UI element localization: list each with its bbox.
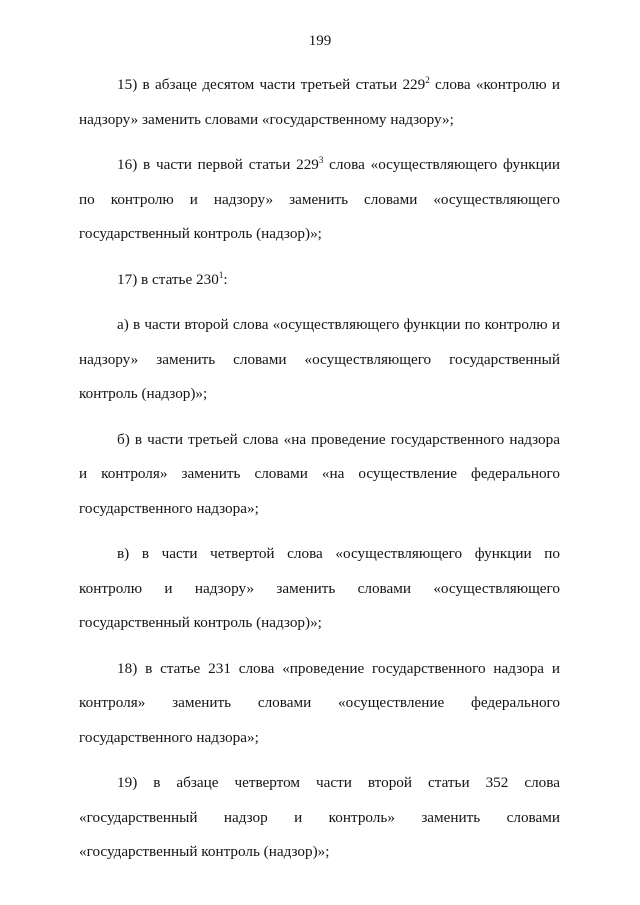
paragraph-text: 15) в абзаце десятом части третьей статьи 229	[117, 76, 426, 93]
paragraph-text: в) в части четвертой слова «осуществляющего функции по контролю и надзору» заменить словами «осуществляющего государственный контроль (надзор)»;	[79, 545, 560, 631]
paragraph-subitem-a	[79, 308, 560, 412]
paragraph-item-19	[79, 766, 560, 870]
paragraph-text: :	[223, 270, 228, 288]
document-body	[79, 68, 560, 881]
paragraph-text: 17) в статье 230	[117, 270, 219, 288]
paragraph-item-17	[79, 263, 560, 298]
paragraph-item-15	[79, 68, 560, 137]
paragraph-text: б) в части третьей слова «на проведение государственного надзора и контроля» заменить словами «на осуществление федерального государственного надзора»;	[79, 430, 560, 517]
superscript: 1	[218, 269, 224, 280]
paragraph-text: слова «осуществляющего функции по контролю и надзору» заменить словами «осуществляющего государственный контроль (надзор)»;	[79, 156, 560, 242]
paragraph-text: 16) в части первой статьи 229	[117, 156, 319, 173]
paragraph-subitem-v	[79, 537, 560, 641]
superscript: 2	[425, 74, 430, 85]
paragraph-item-18	[79, 652, 560, 756]
page-number: 199	[308, 33, 332, 49]
paragraph-text: а) в части второй слова «осуществляющего функции по контролю и надзору» заменить словами «осуществляющего государственный контроль (надзор)»;	[79, 316, 560, 402]
paragraph-text: 18) в статье 231 слова «проведение государственного надзора и контроля» заменить словами «осуществление федерального государственного надзора»;	[79, 659, 560, 746]
superscript: 3	[318, 154, 324, 165]
paragraph-text: слова «контролю и надзору» заменить словами «государственному надзору»;	[79, 76, 560, 128]
paragraph-subitem-b	[79, 423, 560, 527]
paragraph-text: 19) в абзаце четвертом части второй статьи 352 слова «государственный надзор и контроль» заменить словами «государственный контроль (надзор)»;	[79, 774, 560, 860]
paragraph-item-16	[79, 148, 560, 252]
